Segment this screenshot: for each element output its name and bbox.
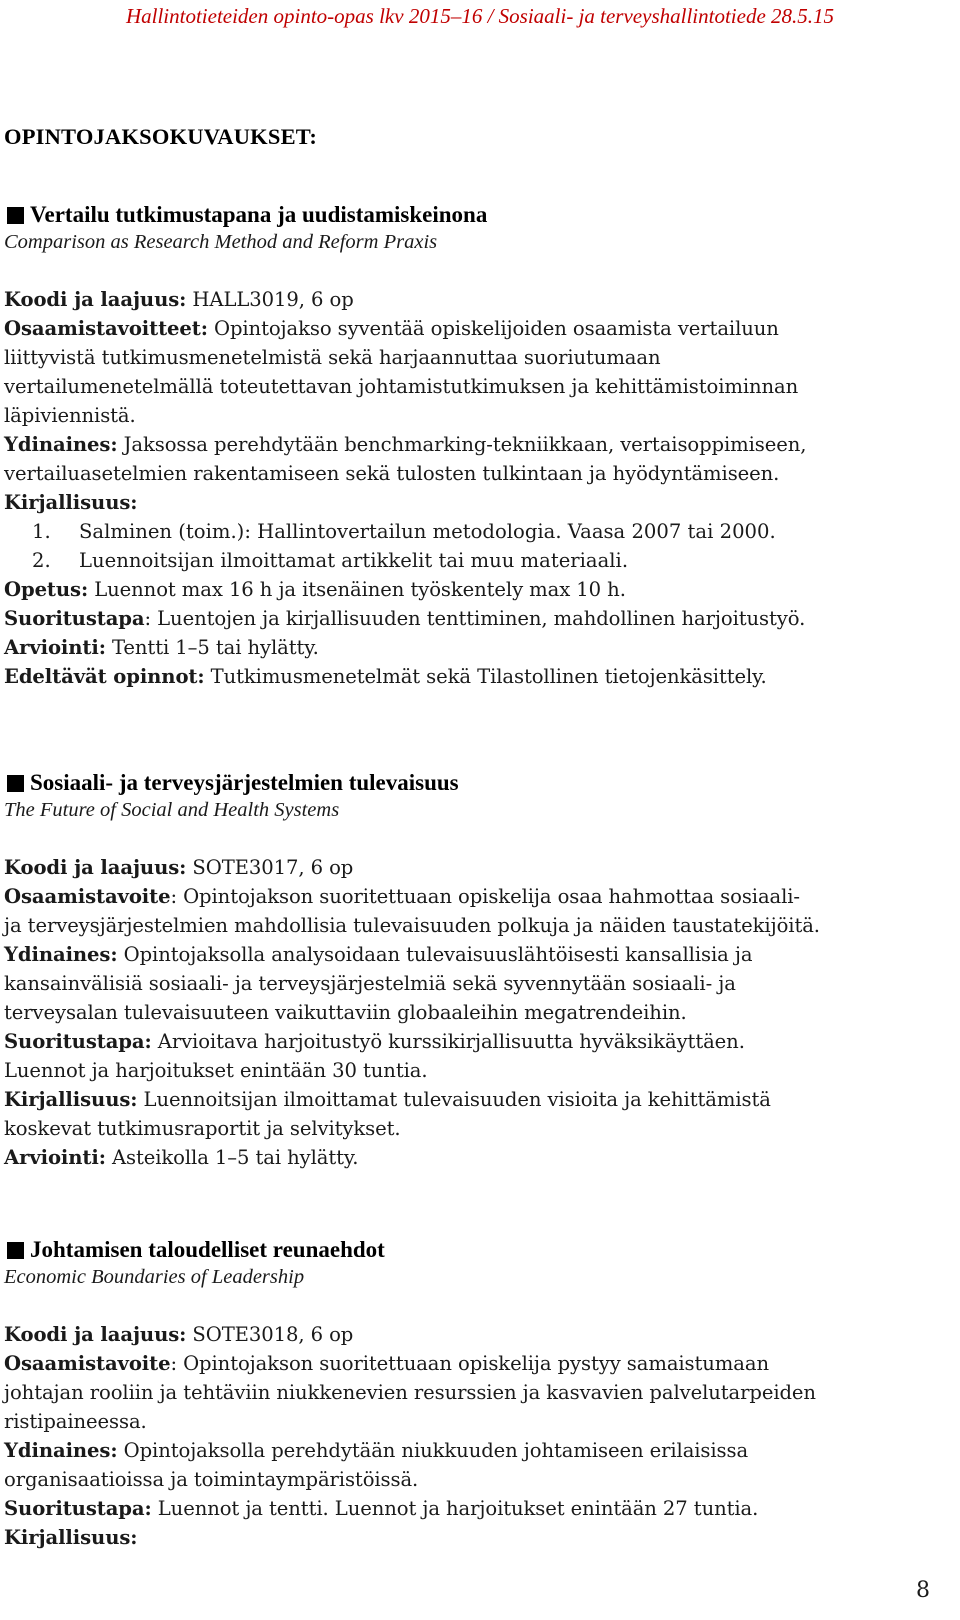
teaching-line [4,575,960,604]
square-bullet-icon [7,207,24,224]
course-section-sote3018 [4,1236,960,1552]
content-line: terveysalan tulevaisuuteen vaikuttaviin globaaleihin megatrendeihin. [4,1001,687,1024]
goals-line: vertailumenetelmällä toteutettavan johtamistutkimuksen ja kehittämistoiminnan [4,375,799,398]
teaching-label: Opetus: [4,578,89,601]
square-bullet-icon [7,775,24,792]
content-line: kansainvälisiä sosiaali- ja terveysjärjestelmiä sekä syvennytään sosiaali- ja [4,972,736,995]
page-number: 8 [916,1578,930,1603]
method-text: : Luentojen ja kirjallisuuden tenttiminen, mahdollinen harjoitustyö. [144,607,806,630]
literature-label: Kirjallisuus: [4,1088,138,1111]
code-line [4,1320,960,1349]
running-header: Hallintotieteiden opinto-opas lkv 2015–16 / Sosiaali- ja terveyshallintotiede 28.5.15 [125,4,835,28]
grading-text: Asteikolla 1–5 tai hylätty. [105,1146,359,1169]
content-label: Ydinaines: [4,943,118,966]
goals-label: Osaamistavoitteet: [4,317,208,340]
course-title-text: Johtamisen taloudelliset reunaehdot [30,1237,385,1262]
grading-label: Arviointi: [4,1146,106,1169]
code-value: HALL3019, 6 op [186,288,354,311]
method-text: Arvioitava harjoitustyö kurssikirjallisuutta hyväksikäyttäen. [151,1030,745,1053]
grading-line [4,633,960,662]
goals-line [4,1349,960,1378]
goals-line: ja terveysjärjestelmien mahdollisia tulevaisuuden polkuja ja näiden taustatekijöitä. [4,914,820,937]
content-line [4,430,960,459]
goals-label: Osaamistavoite [4,1352,171,1375]
course-title [4,201,960,229]
prerequisites-line [4,662,960,691]
content-line: organisaatioissa ja toimintaympäristöissä. [4,1468,419,1491]
teaching-text: Luennot max 16 h ja itsenäinen työskentely max 10 h. [88,578,626,601]
content-line [4,940,960,969]
goals-line: johtajan rooliin ja tehtäviin niukkenevien resurssien ja kasvavien palvelutarpeiden [4,1381,816,1404]
goals-text: : Opintojakson suoritettuaan opiskelija osaa hahmottaa sosiaali- [170,885,800,908]
code-label: Koodi ja laajuus: [4,288,187,311]
goals-line [4,882,960,911]
square-bullet-icon [7,1242,24,1259]
goals-line: ristipaineessa. [4,1410,147,1433]
literature-item-number: 2. [32,549,51,572]
course-title-text: Sosiaali- ja terveysjärjestelmien tulevaisuus [30,770,459,795]
goals-text: Opintojakso syventää opiskelijoiden osaamista vertailuun [207,317,779,340]
goals-line: läpiviennistä. [4,404,136,427]
literature-item-text: Luennoitsijan ilmoittamat artikkelit tai muu materiaali. [79,549,629,572]
grading-text: Tentti 1–5 tai hylätty. [105,636,319,659]
course-subtitle: Comparison as Research Method and Reform Praxis [4,231,438,253]
literature-line [4,1085,960,1114]
literature-item-text: Salminen (toim.): Hallintovertailun metodologia. Vaasa 2007 tai 2000. [79,520,776,543]
course-title-text: Vertailu tutkimustapana ja uudistamiskeinona [30,202,488,227]
method-label: Suoritustapa [4,607,145,630]
method-label: Suoritustapa: [4,1497,152,1520]
goals-line [4,314,960,343]
code-label: Koodi ja laajuus: [4,856,187,879]
method-label: Suoritustapa: [4,1030,152,1053]
literature-line: koskevat tutkimusraportit ja selvitykset. [4,1117,401,1140]
literature-item [4,517,960,546]
literature-item-number: 1. [32,520,51,543]
grading-label: Arviointi: [4,636,106,659]
goals-label: Osaamistavoite [4,885,171,908]
content-label: Ydinaines: [4,433,118,456]
method-line [4,604,960,633]
course-subtitle: The Future of Social and Health Systems [4,799,340,821]
code-label: Koodi ja laajuus: [4,1323,187,1346]
method-line [4,1027,960,1056]
literature-item [4,546,960,575]
method-line [4,1494,960,1523]
code-line [4,853,960,882]
content-text: Opintojaksolla perehdytään niukkuuden johtamiseen erilaisissa [117,1439,749,1462]
prerequisites-label: Edeltävät opinnot: [4,665,205,688]
course-section-sote3017 [4,769,960,1172]
literature-line [4,1523,960,1552]
course-subtitle: Economic Boundaries of Leadership [4,1266,305,1288]
prerequisites-text: Tutkimusmenetelmät sekä Tilastollinen tietojenkäsittely. [204,665,767,688]
method-text: Luennot ja tentti. Luennot ja harjoitukset enintään 27 tuntia. [151,1497,759,1520]
code-value: SOTE3017, 6 op [186,856,354,879]
content-line [4,1436,960,1465]
page-title: OPINTOJAKSOKUVAUKSET: [4,124,318,149]
code-value: SOTE3018, 6 op [186,1323,354,1346]
course-section-hall3019 [4,201,960,691]
content-text: Opintojaksolla analysoidaan tulevaisuuslähtöisesti kansallisia ja [117,943,753,966]
content-line: vertailuasetelmien rakentamiseen sekä tulosten tulkintaan ja hyödyntämiseen. [4,462,780,485]
literature-line [4,488,960,517]
course-title [4,769,960,797]
method-line: Luennot ja harjoitukset enintään 30 tuntia. [4,1059,428,1082]
content-label: Ydinaines: [4,1439,118,1462]
goals-line: liittyvistä tutkimusmenetelmistä sekä harjaannuttaa suoriutumaan [4,346,661,369]
goals-text: : Opintojakson suoritettuaan opiskelija pystyy samaistumaan [170,1352,769,1375]
code-line [4,285,960,314]
course-title [4,1236,960,1264]
literature-text: Luennoitsijan ilmoittamat tulevaisuuden visioita ja kehittämistä [137,1088,771,1111]
literature-label: Kirjallisuus: [4,491,138,514]
grading-line [4,1143,960,1172]
literature-label: Kirjallisuus: [4,1526,138,1549]
content-text: Jaksossa perehdytään benchmarking-tekniikkaan, vertaisoppimiseen, [117,433,807,456]
